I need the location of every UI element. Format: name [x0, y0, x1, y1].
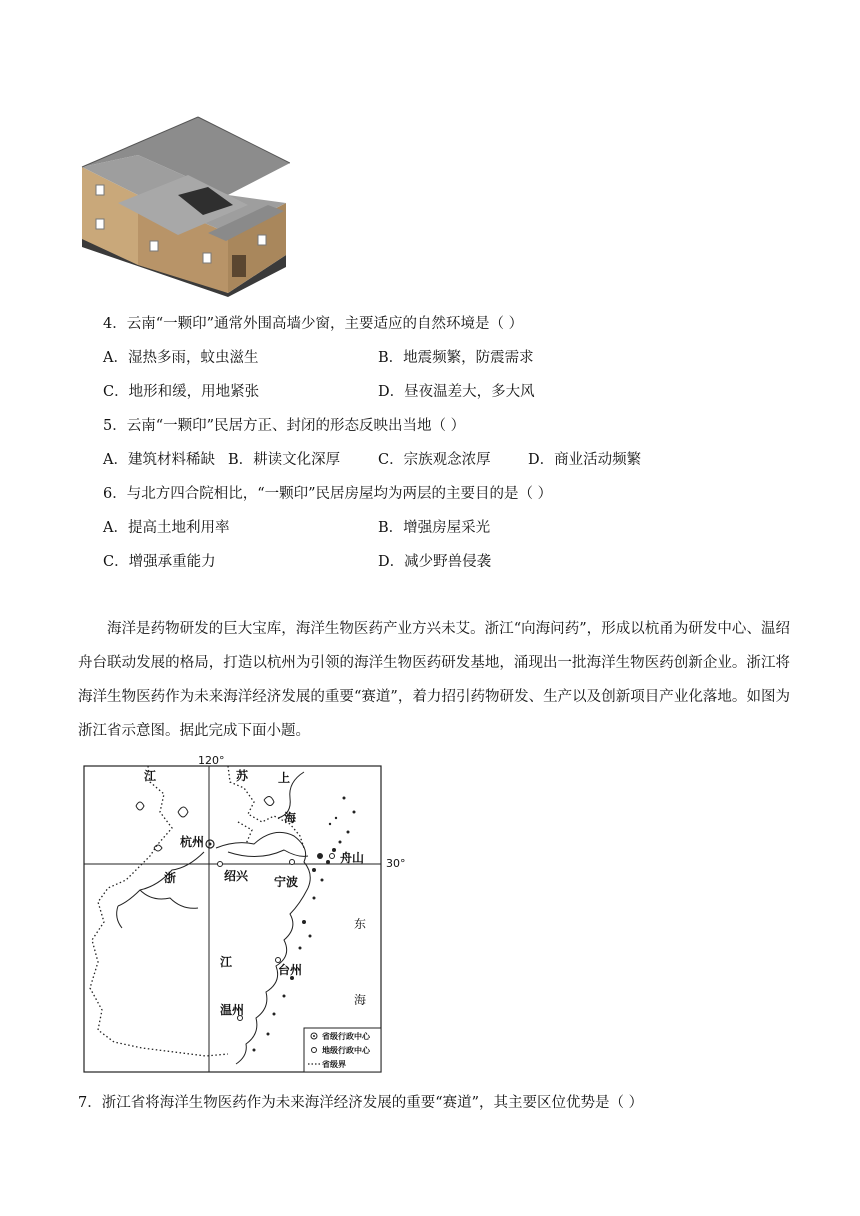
q6-option-a[interactable]: A．提高土地利用率	[103, 520, 230, 536]
q5-option-c[interactable]: C．宗族观念浓厚	[378, 452, 491, 468]
q4-option-a[interactable]: A．湿热多雨，蚊虫滋生	[103, 350, 259, 366]
q4-option-d[interactable]: D．昼夜温差大，多大风	[378, 384, 535, 400]
label-ningbo: 宁波	[274, 875, 299, 889]
label-wenzhou: 温州	[220, 1003, 245, 1017]
label-taizhou: 台州	[278, 963, 303, 977]
lat-label: 30°	[386, 857, 406, 870]
q4-option-b[interactable]: B．地震频繁，防震需求	[378, 350, 534, 366]
label-hangzhou: 杭州	[180, 835, 205, 849]
q5-option-a[interactable]: A．建筑材料稀缺	[103, 452, 215, 468]
lon-label: 120°	[198, 754, 225, 767]
label-zhoushan: 舟山	[340, 851, 365, 865]
q6-option-c[interactable]: C．增强承重能力	[103, 554, 216, 570]
q4-stem: 4．云南“一颗印”通常外围高墙少窗，主要适应的自然环境是（ ）	[103, 316, 524, 332]
label-shang: 上	[278, 771, 291, 785]
zhejiang-map	[78, 752, 408, 1077]
q6-stem: 6．与北方四合院相比，“一颗印”民居房屋均为两层的主要目的是（ ）	[103, 486, 553, 502]
legend-provincial-center: 省级行政中心	[322, 1032, 370, 1041]
label-hai2: 海	[354, 993, 367, 1007]
label-jiang1: 江	[144, 769, 157, 783]
label-jiang2: 江	[220, 955, 233, 969]
q4-option-c[interactable]: C．地形和缓，用地紧张	[103, 384, 260, 400]
label-shaoxing: 绍兴	[224, 869, 249, 883]
legend-provincial-boundary: 省级界	[322, 1060, 346, 1069]
q5-option-d[interactable]: D．商业活动频繁	[528, 452, 642, 468]
label-dong: 东	[354, 917, 367, 931]
label-zhe: 浙	[164, 871, 177, 885]
q6-option-b[interactable]: B．增强房屋采光	[378, 520, 491, 536]
label-su: 苏	[236, 769, 249, 783]
q5-option-b[interactable]: B．耕读文化深厚	[228, 452, 341, 468]
q6-option-d[interactable]: D．减少野兽侵袭	[378, 554, 492, 570]
q5-stem: 5．云南“一颗印”民居方正、封闭的形态反映出当地（ ）	[103, 418, 466, 434]
label-hai1: 海	[284, 811, 297, 825]
legend-prefecture-center: 地级行政中心	[322, 1046, 370, 1055]
passage: 海洋是药物研发的巨大宝库，海洋生物医药产业方兴未艾。浙江“向海问药”，形成以杭甬为研发中心、温绍舟台联动发展的格局，打造以杭州为引领的海洋生物医药研发基地，涌现出一批海洋生物医药创新企业。浙江将海洋生物医药作为未来海洋经济发展的重要“赛道”，着力招引药物研发、生产以及创新项目产业化落地。如图为浙江省示意图。据此完成下面小题。	[78, 621, 790, 739]
q7-stem: 7．浙江省将海洋生物医药作为未来海洋经济发展的重要“赛道”，其主要区位优势是（ ）	[78, 1095, 644, 1111]
house-illustration	[78, 115, 290, 297]
